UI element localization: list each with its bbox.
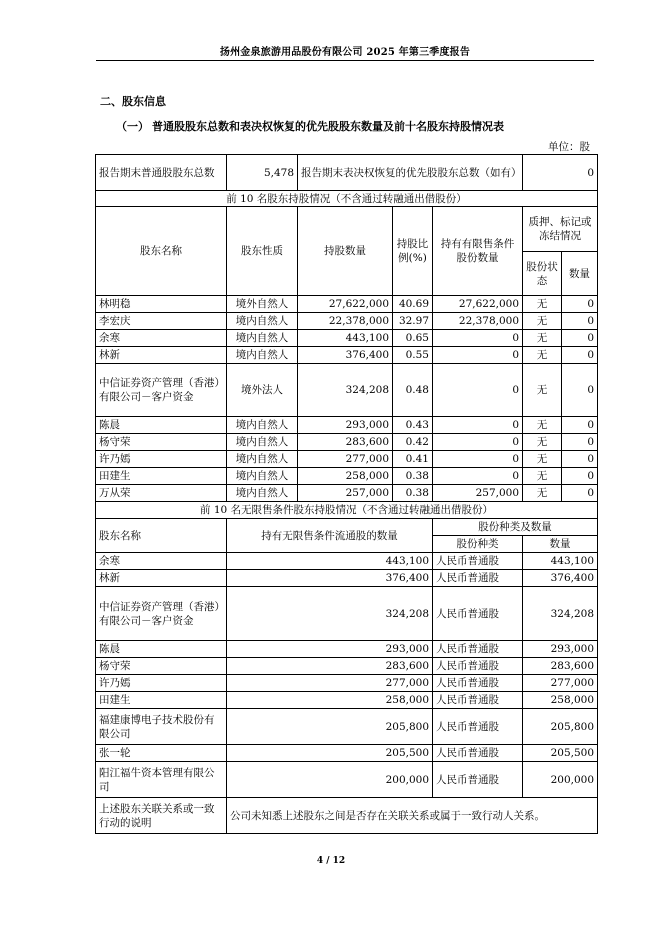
col-header-status: 股份状态 bbox=[523, 252, 562, 296]
holder-shares: 293,000 bbox=[298, 417, 393, 434]
holder-ratio: 32.97 bbox=[393, 313, 433, 330]
holder-ratio: 40.69 bbox=[393, 296, 433, 313]
col-header-unrestricted-shares: 持有无限售条件流通股的数量 bbox=[227, 519, 433, 553]
holder-qty: 0 bbox=[562, 364, 598, 417]
holder-ratio: 0.48 bbox=[393, 364, 433, 417]
col-header-qty: 数量 bbox=[562, 252, 598, 296]
table-row bbox=[96, 434, 598, 451]
common-holders-label: 报告期末普通股股东总数 bbox=[96, 155, 227, 191]
holder-ratio: 0.65 bbox=[393, 330, 433, 347]
col-header-shares: 持股数量 bbox=[298, 207, 393, 296]
top10-title: 前 10 名股东持股情况（不含通过转融通出借股份） bbox=[96, 191, 598, 207]
holder-restricted: 0 bbox=[433, 434, 523, 451]
holder-shares: 283,600 bbox=[298, 434, 393, 451]
col-header-name: 股东名称 bbox=[96, 519, 227, 553]
page-number: 4 / 12 bbox=[316, 856, 346, 866]
holder-ratio: 0.38 bbox=[393, 468, 433, 485]
report-header: 扬州金泉旅游用品股份有限公司 2025 年第三季度报告 bbox=[219, 47, 471, 58]
holder-ratio: 0.38 bbox=[393, 485, 433, 502]
table-row bbox=[96, 709, 598, 745]
table-row bbox=[96, 364, 598, 417]
holder-name: 陈晨 bbox=[96, 417, 227, 434]
holder-status: 无 bbox=[523, 468, 562, 485]
holder-type-qty: 376,400 bbox=[523, 570, 598, 587]
holder-restricted: 0 bbox=[433, 330, 523, 347]
holder-type-qty: 324,208 bbox=[523, 587, 598, 641]
col-header-type-group: 股份种类及数量 bbox=[433, 519, 598, 536]
sub-title bbox=[116, 118, 504, 134]
holder-type-qty: 205,500 bbox=[523, 745, 598, 762]
holder-restricted: 257,000 bbox=[433, 485, 523, 502]
holder-qty: 0 bbox=[562, 313, 598, 330]
holder-name: 杨守荣 bbox=[96, 658, 227, 675]
col-header-name: 股东名称 bbox=[96, 207, 227, 296]
holder-restricted: 0 bbox=[433, 364, 523, 417]
holder-nature: 境内自然人 bbox=[227, 330, 298, 347]
holder-qty: 0 bbox=[562, 330, 598, 347]
shareholder-table bbox=[95, 154, 598, 834]
holder-status: 无 bbox=[523, 364, 562, 417]
holder-name: 田建生 bbox=[96, 468, 227, 485]
holder-share-type: 人民币普通股 bbox=[433, 553, 523, 570]
holder-shares: 277,000 bbox=[298, 451, 393, 468]
holder-share-type: 人民币普通股 bbox=[433, 692, 523, 709]
holder-ratio: 0.41 bbox=[393, 451, 433, 468]
holder-nature: 境内自然人 bbox=[227, 313, 298, 330]
holder-share-type: 人民币普通股 bbox=[433, 675, 523, 692]
holder-name: 林明稳 bbox=[96, 296, 227, 313]
holder-name: 李宏庆 bbox=[96, 313, 227, 330]
holder-ratio: 0.42 bbox=[393, 434, 433, 451]
holder-name: 余寒 bbox=[96, 330, 227, 347]
table-row bbox=[96, 485, 598, 502]
holder-qty: 0 bbox=[562, 434, 598, 451]
holder-unrestricted-shares: 283,600 bbox=[227, 658, 433, 675]
holder-unrestricted-shares: 324,208 bbox=[227, 587, 433, 641]
holder-name: 张一轮 bbox=[96, 745, 227, 762]
table-row bbox=[96, 296, 598, 313]
table-row bbox=[96, 347, 598, 364]
holder-name: 许乃嫣 bbox=[96, 451, 227, 468]
holder-nature: 境外自然人 bbox=[227, 296, 298, 313]
common-holders-value: 5,478 bbox=[227, 155, 298, 191]
holder-unrestricted-shares: 376,400 bbox=[227, 570, 433, 587]
holder-share-type: 人民币普通股 bbox=[433, 570, 523, 587]
table-row bbox=[96, 468, 598, 485]
holder-qty: 0 bbox=[562, 347, 598, 364]
holder-name: 田建生 bbox=[96, 692, 227, 709]
related-label: 上述股东关联关系或一致行动的说明 bbox=[96, 798, 227, 834]
table-row bbox=[96, 587, 598, 641]
holder-restricted: 0 bbox=[433, 417, 523, 434]
holder-name: 林新 bbox=[96, 347, 227, 364]
holder-status: 无 bbox=[523, 296, 562, 313]
holder-type-qty: 293,000 bbox=[523, 641, 598, 658]
holder-status: 无 bbox=[523, 347, 562, 364]
holder-share-type: 人民币普通股 bbox=[433, 658, 523, 675]
unrestricted-header-row bbox=[96, 519, 598, 536]
holder-restricted: 22,378,000 bbox=[433, 313, 523, 330]
section-title: 二、股东信息 bbox=[100, 95, 166, 108]
header-rule bbox=[96, 60, 594, 61]
holder-name: 万从荣 bbox=[96, 485, 227, 502]
unrestricted-title: 前 10 名无限售条件股东持股情况（不含通过转融通出借股份） bbox=[96, 502, 598, 519]
holder-type-qty: 443,100 bbox=[523, 553, 598, 570]
holder-nature: 境内自然人 bbox=[227, 451, 298, 468]
holder-name: 许乃嫣 bbox=[96, 675, 227, 692]
top10-header-row bbox=[96, 207, 598, 252]
holder-share-type: 人民币普通股 bbox=[433, 762, 523, 798]
holder-unrestricted-shares: 205,500 bbox=[227, 745, 433, 762]
holder-type-qty: 200,000 bbox=[523, 762, 598, 798]
holder-name: 余寒 bbox=[96, 553, 227, 570]
unit-label: 单位：股 bbox=[548, 141, 590, 153]
holder-name: 阳江福牛资本管理有限公司 bbox=[96, 762, 227, 798]
holder-unrestricted-shares: 277,000 bbox=[227, 675, 433, 692]
sub-title-text: 普通股股东总数和表决权恢复的优先股股东数量及前十名股东持股情况表 bbox=[152, 120, 504, 133]
holder-shares: 22,378,000 bbox=[298, 313, 393, 330]
holder-status: 无 bbox=[523, 313, 562, 330]
table-row bbox=[96, 641, 598, 658]
holder-ratio: 0.43 bbox=[393, 417, 433, 434]
holder-qty: 0 bbox=[562, 296, 598, 313]
holder-unrestricted-shares: 200,000 bbox=[227, 762, 433, 798]
summary-row bbox=[96, 155, 598, 191]
related-row bbox=[96, 798, 598, 834]
preferred-holders-label: 报告期末表决权恢复的优先股股东总数（如有） bbox=[298, 155, 523, 191]
unrestricted-title-row bbox=[96, 502, 598, 519]
holder-status: 无 bbox=[523, 434, 562, 451]
table-row bbox=[96, 762, 598, 798]
holder-share-type: 人民币普通股 bbox=[433, 641, 523, 658]
holder-nature: 境内自然人 bbox=[227, 417, 298, 434]
holder-shares: 257,000 bbox=[298, 485, 393, 502]
table-row bbox=[96, 313, 598, 330]
col-header-nature: 股东性质 bbox=[227, 207, 298, 296]
holder-nature: 境外法人 bbox=[227, 364, 298, 417]
holder-status: 无 bbox=[523, 451, 562, 468]
holder-name: 陈晨 bbox=[96, 641, 227, 658]
holder-name: 中信证券资产管理（香港）有限公司－客户资金 bbox=[96, 364, 227, 417]
sub-title-number: （一） bbox=[116, 120, 149, 133]
table-row bbox=[96, 570, 598, 587]
holder-share-type: 人民币普通股 bbox=[433, 709, 523, 745]
holder-qty: 0 bbox=[562, 451, 598, 468]
holder-type-qty: 277,000 bbox=[523, 675, 598, 692]
col-header-pledge: 质押、标记或冻结情况 bbox=[523, 207, 598, 252]
holder-name: 福建康博电子技术股份有限公司 bbox=[96, 709, 227, 745]
holder-shares: 27,622,000 bbox=[298, 296, 393, 313]
table-row bbox=[96, 330, 598, 347]
holder-shares: 376,400 bbox=[298, 347, 393, 364]
holder-share-type: 人民币普通股 bbox=[433, 587, 523, 641]
table-row bbox=[96, 417, 598, 434]
holder-status: 无 bbox=[523, 330, 562, 347]
table-row bbox=[96, 451, 598, 468]
col-header-ratio: 持股比例(%) bbox=[393, 207, 433, 296]
col-header-restricted: 持有有限售条件股份数量 bbox=[433, 207, 523, 296]
holder-nature: 境内自然人 bbox=[227, 485, 298, 502]
holder-name: 林新 bbox=[96, 570, 227, 587]
table-row bbox=[96, 675, 598, 692]
holder-nature: 境内自然人 bbox=[227, 434, 298, 451]
col-header-qty: 数量 bbox=[523, 536, 598, 553]
holder-status: 无 bbox=[523, 417, 562, 434]
holder-unrestricted-shares: 443,100 bbox=[227, 553, 433, 570]
holder-shares: 324,208 bbox=[298, 364, 393, 417]
holder-qty: 0 bbox=[562, 485, 598, 502]
table-row bbox=[96, 553, 598, 570]
holder-nature: 境内自然人 bbox=[227, 347, 298, 364]
holder-qty: 0 bbox=[562, 468, 598, 485]
holder-share-type: 人民币普通股 bbox=[433, 745, 523, 762]
holder-restricted: 0 bbox=[433, 468, 523, 485]
holder-nature: 境内自然人 bbox=[227, 468, 298, 485]
table-row bbox=[96, 745, 598, 762]
holder-status: 无 bbox=[523, 485, 562, 502]
holder-name: 杨守荣 bbox=[96, 434, 227, 451]
table-row bbox=[96, 658, 598, 675]
holder-qty: 0 bbox=[562, 417, 598, 434]
holder-restricted: 27,622,000 bbox=[433, 296, 523, 313]
holder-unrestricted-shares: 205,800 bbox=[227, 709, 433, 745]
holder-type-qty: 283,600 bbox=[523, 658, 598, 675]
holder-name: 中信证券资产管理（香港）有限公司－客户资金 bbox=[96, 587, 227, 641]
holder-ratio: 0.55 bbox=[393, 347, 433, 364]
holder-shares: 258,000 bbox=[298, 468, 393, 485]
preferred-holders-value: 0 bbox=[523, 155, 598, 191]
top10-title-row bbox=[96, 191, 598, 207]
holder-type-qty: 205,800 bbox=[523, 709, 598, 745]
holder-unrestricted-shares: 258,000 bbox=[227, 692, 433, 709]
holder-restricted: 0 bbox=[433, 347, 523, 364]
holder-shares: 443,100 bbox=[298, 330, 393, 347]
related-text: 公司未知悉上述股东之间是否存在关联关系或属于一致行动人关系。 bbox=[227, 798, 598, 834]
table-row bbox=[96, 692, 598, 709]
col-header-type: 股份种类 bbox=[433, 536, 523, 553]
holder-restricted: 0 bbox=[433, 451, 523, 468]
holder-type-qty: 258,000 bbox=[523, 692, 598, 709]
holder-unrestricted-shares: 293,000 bbox=[227, 641, 433, 658]
